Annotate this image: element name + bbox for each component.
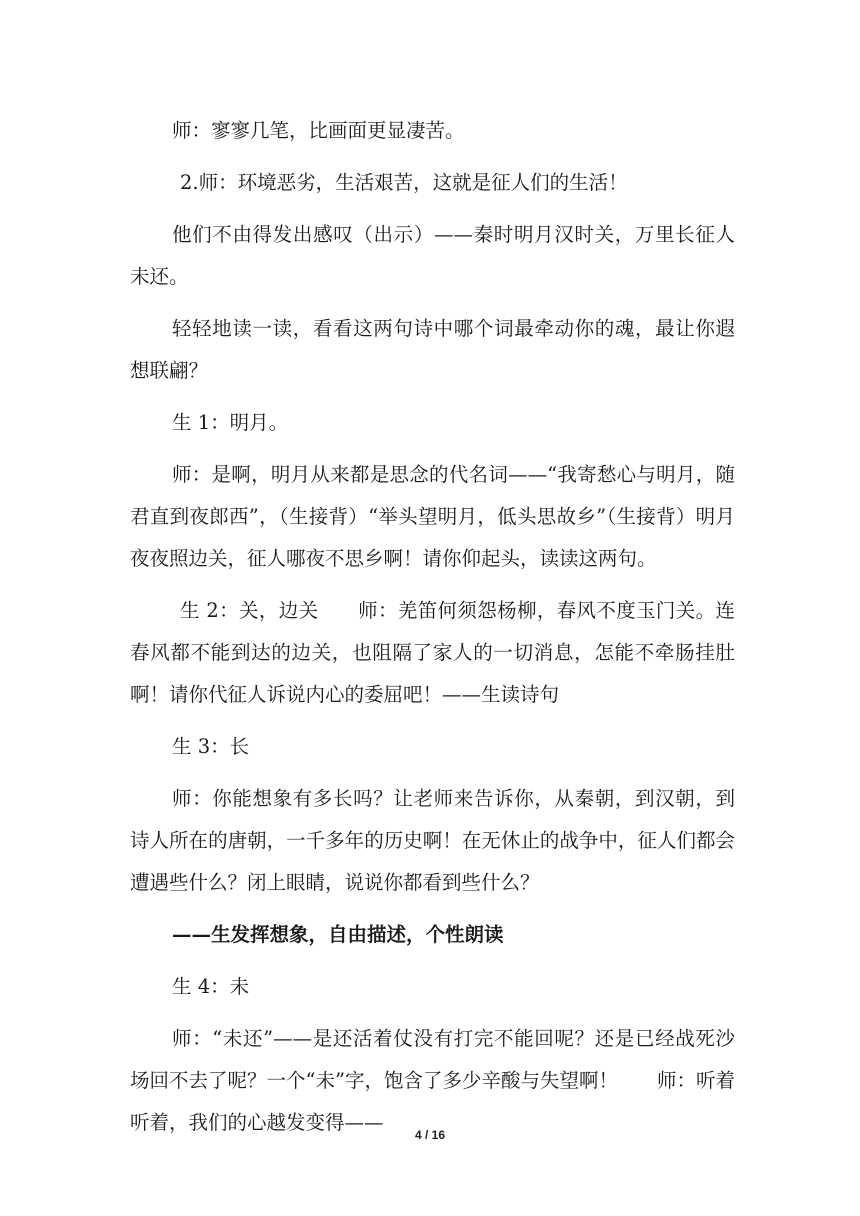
paragraph: 他们不由得发出感叹（出示）——秦时明月汉时关，万里长征人未还。 xyxy=(130,223,735,288)
paragraph: 生 3：长 xyxy=(172,735,250,758)
paragraph: 师：是啊，明月从来都是思念的代名词——“我寄愁心与明月，随君直到夜郎西”，（生接背）“举头望明月，低头思故乡”（生接背）明月夜夜照边关，征人哪夜不思乡啊！请你仰起头，读读这两句。 xyxy=(130,463,735,570)
document-body xyxy=(130,110,735,1154)
paragraph: 师：你能想象有多长吗？让老师来告诉你，从秦朝，到汉朝，到诗人所在的唐朝，一千多年的历史啊！在无休止的战争中，征人们都会遭遇些什么？闭上眼睛，说说你都看到些什么？ xyxy=(130,787,735,894)
paragraph: 轻轻地读一读，看看这两句诗中哪个词最牵动你的魂，最让你遐想联翩？ xyxy=(130,317,735,382)
paragraph: 生 4：未 xyxy=(172,975,250,998)
paragraph: 生 1：明月。 xyxy=(172,411,289,434)
page-number: 4 / 16 xyxy=(414,1128,446,1142)
paragraph: 生 2：关，边关 师：羌笛何须怨杨柳，春风不度玉门关。连春风都不能到达的边关，也阻隔了家人的一切消息，怎能不牵肠挂肚啊！请你代征人诉说内心的委屈吧！——生读诗句 xyxy=(130,599,735,706)
paragraph: 师：寥寥几笔，比画面更显凄苦。 xyxy=(172,119,465,142)
paragraph: 2.师：环境恶劣，生活艰苦，这就是征人们的生活！ xyxy=(180,171,628,194)
paragraph: ——生发挥想象，自由描述，个性朗读 xyxy=(172,923,504,946)
paragraph: 师：“未还”——是还活着仗没有打完不能回呢？还是已经战死沙场回不去了呢？一个“未”字，饱含了多少辛酸与失望啊！ 师：听着听着，我们的心越发变得—— xyxy=(130,1027,735,1134)
